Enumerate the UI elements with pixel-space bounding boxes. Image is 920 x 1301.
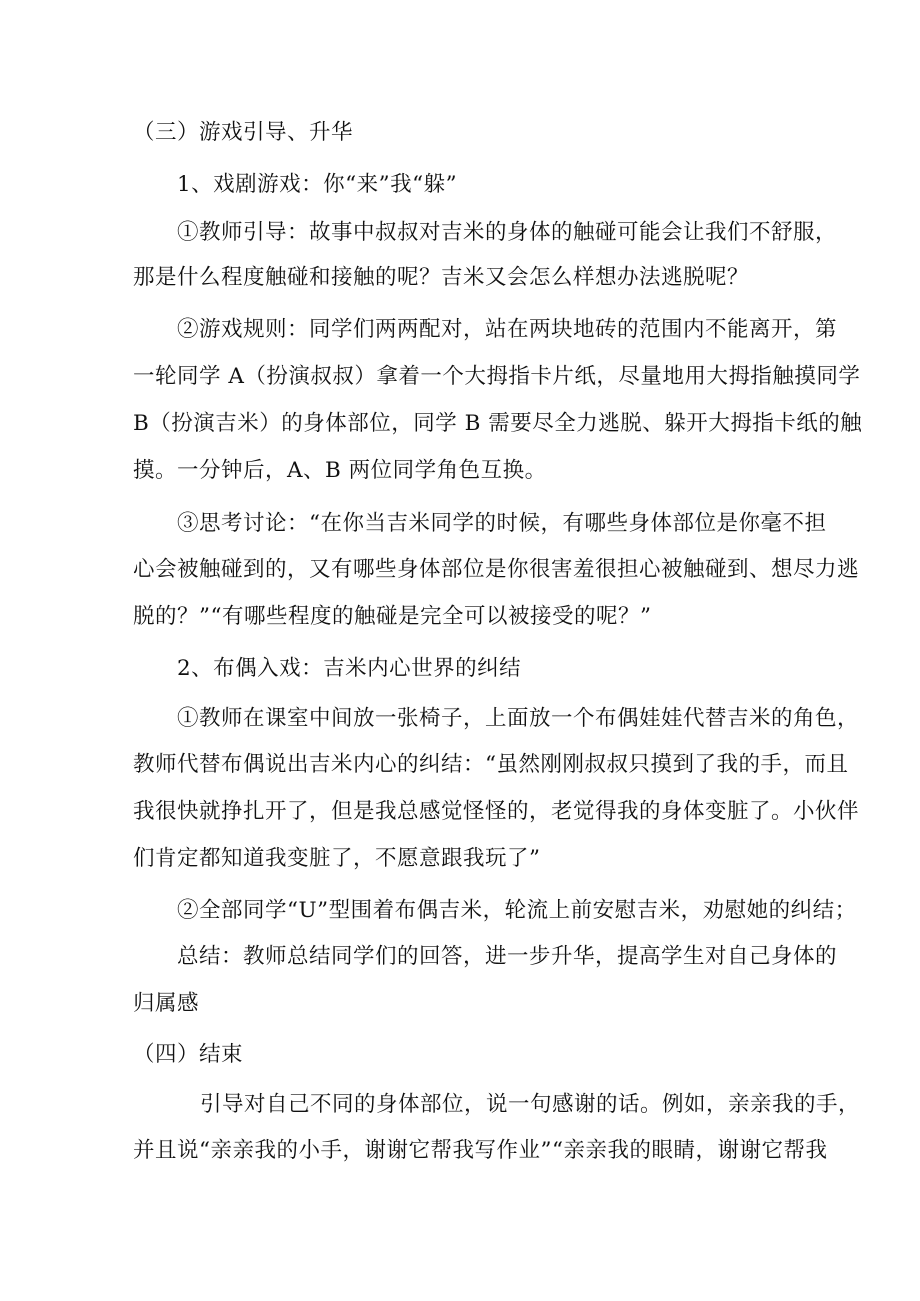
section-4-heading: （四）结束 <box>133 1042 244 1067</box>
game-1-step-2-line-2: 一轮同学 A（扮演叔叔）拿着一个大拇指卡片纸，尽量地用大拇指触摸同学 <box>133 364 861 389</box>
game-2-step-1-line-3: 我很快就挣扎开了，但是我总感觉怪怪的，老觉得我的身体变脏了。小伙伴 <box>133 799 860 824</box>
summary-line-1: 总结：教师总结同学们的回答，进一步升华，提高学生对自己身体的 <box>177 944 838 969</box>
game-2-step-1-line-4: 们肯定都知道我变脏了，不愿意跟我玩了” <box>133 846 541 871</box>
game-1-step-2-line-4: 摸。一分钟后，A、B 两位同学角色互换。 <box>133 458 547 483</box>
game-2-step-1-line-2: 教师代替布偶说出吉米内心的纠结：“虽然刚刚叔叔只摸到了我的手，而且 <box>133 752 849 777</box>
game-1-step-1-line-1: ①教师引导：故事中叔叔对吉米的身体的触碰可能会让我们不舒服， <box>177 220 838 245</box>
game-2-title: 2、布偶入戏：吉米内心世界的纠结 <box>177 656 522 681</box>
game-1-step-3-line-2: 心会被触碰到的，又有哪些身体部位是你很害羞很担心被触碰到、想尽力逃 <box>133 557 860 582</box>
section-3-heading: （三）游戏引导、升华 <box>133 120 354 145</box>
game-1-title: 1、戏剧游戏：你“来”我“躲” <box>177 172 458 197</box>
game-2-step-1-line-1: ①教师在课室中间放一张椅子，上面放一个布偶娃娃代替吉米的角色， <box>177 706 860 731</box>
summary-line-2: 归属感 <box>133 991 200 1016</box>
game-1-step-1-line-2: 那是什么程度触碰和接触的呢？吉米又会怎么样想办法逃脱呢？ <box>133 265 750 290</box>
section-4-body-line-2: 并且说“亲亲我的小手，谢谢它帮我写作业”“亲亲我的眼睛，谢谢它帮我 <box>133 1138 828 1163</box>
section-4-body-line-1: 引导对自己不同的身体部位，说一句感谢的话。例如，亲亲我的手， <box>200 1092 861 1117</box>
game-1-step-3-line-3: 脱的？”“有哪些程度的触碰是完全可以被接受的呢？” <box>133 604 652 629</box>
game-1-step-2-line-1: ②游戏规则：同学们两两配对，站在两块地砖的范围内不能离开，第 <box>177 317 838 342</box>
game-1-step-3-line-1: ③思考讨论：“在你当吉米同学的时候，有哪些身体部位是你毫不担 <box>177 511 827 536</box>
game-1-step-2-line-3: B（扮演吉米）的身体部位，同学 B 需要尽全力逃脱、躲开大拇指卡纸的触 <box>133 411 863 436</box>
game-2-step-2: ②全部同学“U”型围着布偶吉米，轮流上前安慰吉米，劝慰她的纠结； <box>177 898 857 923</box>
